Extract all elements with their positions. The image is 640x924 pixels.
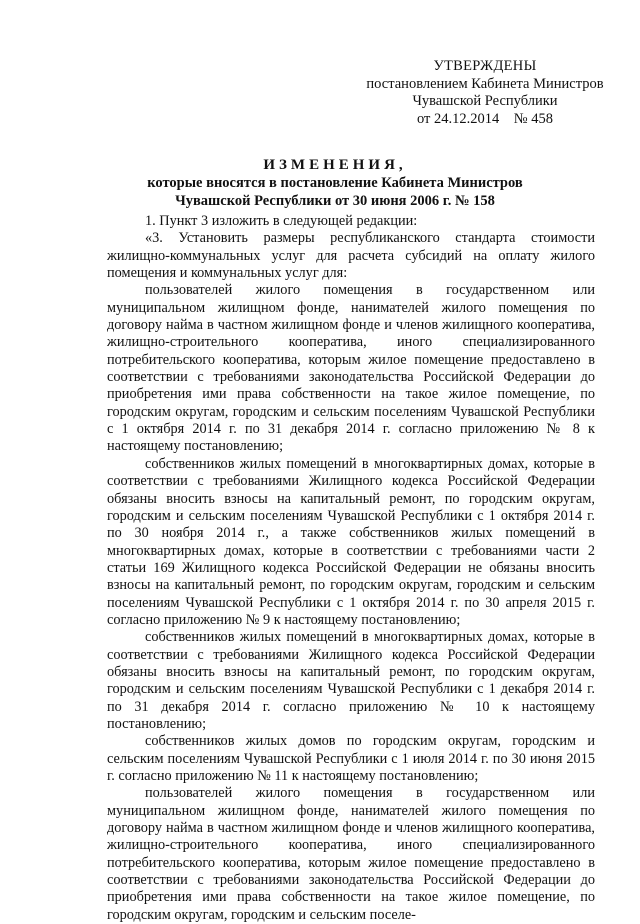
document-body: [107, 213, 595, 924]
paragraph: «3. Установить размеры республиканского стандарта стоимости жилищно-коммунальных услуг для расчета субсидий на оплату жилого помещения и коммунальных услуг для:: [107, 230, 595, 282]
document-header: [90, 156, 580, 210]
approval-title: УТВЕРЖДЕНЫ: [433, 58, 537, 74]
paragraph: пользователей жилого помещения в государственном или муниципальном жилищном фонде, нанимателей жилого помещения по договору найма в частном жилищном фонде и членов жилищного кооператива, жилищно-строительного кооператива, иного специализированного потребительского кооператива, которым жилое помещение предоставлено в соответствии с требованиями законодательства Российской Федерации до приобретения ими права собственности на такое жилое помещение, по городским округам, городским и сельским поселе-: [107, 785, 595, 923]
paragraph: собственников жилых помещений в многоквартирных домах, которые в соответствии с требованиями Жилищного кодекса Российской Федерации обязаны вносить взносы на капитальный ремонт, по городским округам, городским и сельским поселениям Чувашской Республики с 1 октября 2014 г. по 30 ноября 2014 г., а также собственников жилых помещений в многоквартирных домах, которые в соответствии с требованиями части 2 статьи 169 Жилищного кодекса Российской Федерации не обязаны вносить взносы на капитальный ремонт, по городским округам, городским и сельским поселениям Чувашской Республики с 1 октября 2014 г. по 30 апреля 2015 г. согласно приложению № 9 к настоящему постановлению;: [107, 455, 595, 628]
approval-block: [360, 58, 610, 128]
paragraph: собственников жилых помещений в многоквартирных домах, которые в соответствии с требованиями Жилищного кодекса Российской Федерации обязаны вносить взносы на капитальный ремонт, по городским округам, городским и сельским поселениям Чувашской Республики с 1 декабря 2014 г. по 31 декабря 2014 г. согласно приложению № 10 к настоящему постановлению;: [107, 629, 595, 732]
paragraph: пользователей жилого помещения в государственном или муниципальном жилищном фонде, нанимателей жилого помещения по договору найма в частном жилищном фонде и членов жилищного кооператива, жилищно-строительного кооператива, иного специализированного потребительского кооператива, которым жилое помещение предоставлено в соответствии с требованиями законодательства Российской Федерации до приобретения ими права собственности на такое жилое помещение, по городским округам, городским и сельским поселениям Чувашской Республики с 1 октября 2014 г. по 31 декабря 2014 г. согласно приложению № 8 к настоящему постановлению;: [107, 282, 595, 455]
paragraph: собственников жилых домов по городским округам, городским и сельским поселениям Чувашской Республики с 1 июля 2014 г. по 30 июня 2015 г. согласно приложению № 11 к настоящему постановлению;: [107, 733, 595, 784]
document-subtitle-line-2: Чувашской Республики от 30 июня 2006 г. № 158: [175, 193, 495, 209]
approval-line-1: постановлением Кабинета Министров: [366, 75, 604, 92]
paragraph: 1. Пункт 3 изложить в следующей редакции:: [145, 213, 418, 229]
approval-line-2: Чувашской Республики: [412, 93, 558, 109]
document-subtitle-line-1: которые вносятся в постановление Кабинета Министров: [147, 175, 523, 191]
document-title: ИЗМЕНЕНИЯ,: [263, 157, 407, 173]
approval-line-3: от 24.12.2014 № 458: [417, 110, 553, 127]
